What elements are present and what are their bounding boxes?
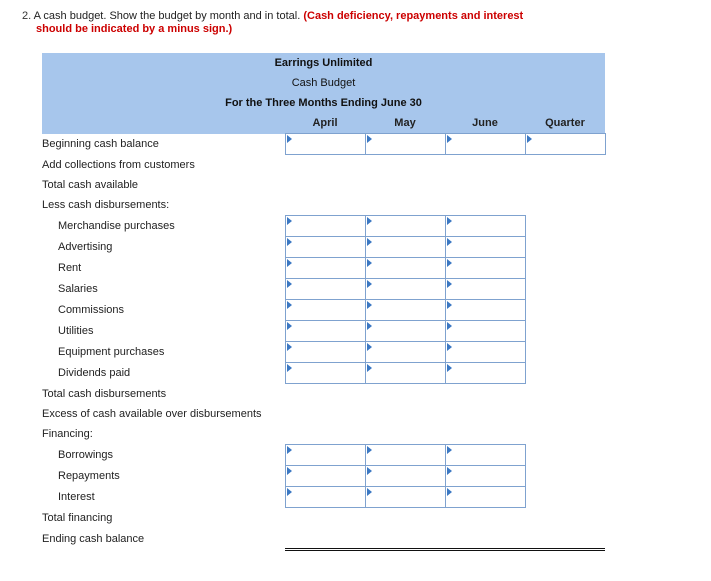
- blank-cell: [525, 445, 605, 466]
- blank-cell: [525, 321, 605, 342]
- row-label: Total cash available: [42, 175, 285, 195]
- input-marker-icon: [367, 238, 372, 246]
- row-label: Excess of cash available over disbursements: [42, 404, 285, 424]
- may-input-cell[interactable]: [365, 175, 445, 195]
- question-body: A cash budget. Show the budget by month and in total.: [33, 10, 301, 22]
- input-marker-icon: [447, 322, 452, 330]
- question-number: 2.: [22, 10, 32, 22]
- april-input-cell[interactable]: [285, 466, 365, 487]
- column-header-may: May: [365, 113, 445, 134]
- blank-cell: [525, 279, 605, 300]
- input-marker-icon: [367, 364, 372, 372]
- question-text: [22, 10, 692, 36]
- row-label: Less cash disbursements:: [42, 195, 285, 216]
- row-label: Interest: [42, 487, 285, 508]
- table-row: [42, 445, 605, 466]
- row-label: Borrowings: [42, 445, 285, 466]
- april-input-cell[interactable]: [285, 384, 365, 405]
- row-label: Rent: [42, 258, 285, 279]
- column-header-row: [42, 113, 605, 134]
- table-row: [42, 300, 605, 321]
- june-input-cell[interactable]: [445, 508, 525, 529]
- column-header-quarter: Quarter: [525, 113, 605, 134]
- quarter-input-cell[interactable]: [525, 404, 605, 424]
- april-input-cell[interactable]: [285, 134, 365, 155]
- may-input-cell[interactable]: [365, 404, 445, 424]
- table-row: [42, 528, 605, 550]
- may-input-cell[interactable]: [365, 279, 445, 300]
- quarter-input-cell[interactable]: [525, 528, 605, 550]
- column-header-june: June: [445, 113, 525, 134]
- blank-cell: [525, 300, 605, 321]
- input-marker-icon: [287, 446, 292, 454]
- june-input-cell[interactable]: [445, 363, 525, 384]
- june-input-cell[interactable]: [445, 404, 525, 424]
- april-input-cell[interactable]: [285, 237, 365, 258]
- blank-cell: [525, 342, 605, 363]
- input-marker-icon: [367, 217, 372, 225]
- may-input-cell[interactable]: [365, 508, 445, 529]
- input-marker-icon: [367, 259, 372, 267]
- row-label: Commissions: [42, 300, 285, 321]
- row-label: Dividends paid: [42, 363, 285, 384]
- table-row: [42, 321, 605, 342]
- input-marker-icon: [447, 467, 452, 475]
- question-note: (Cash deficiency, repayments and interest: [303, 10, 524, 22]
- blank-cell: [525, 363, 605, 384]
- june-input-cell[interactable]: [445, 487, 525, 508]
- blank-cell: [445, 424, 525, 445]
- table-row: [42, 155, 605, 176]
- blank-cell: [365, 195, 445, 216]
- may-input-cell[interactable]: [365, 487, 445, 508]
- table-row: [42, 404, 605, 424]
- april-input-cell[interactable]: [285, 528, 365, 550]
- table-row: [42, 342, 605, 363]
- table-row: [42, 195, 605, 216]
- june-input-cell[interactable]: [445, 279, 525, 300]
- blank-cell: [525, 466, 605, 487]
- april-input-cell[interactable]: [285, 258, 365, 279]
- june-input-cell[interactable]: [445, 445, 525, 466]
- quarter-input-cell[interactable]: [525, 134, 605, 155]
- april-input-cell[interactable]: [285, 508, 365, 529]
- row-label: Beginning cash balance: [42, 134, 285, 155]
- table-row: [42, 466, 605, 487]
- input-marker-icon: [367, 301, 372, 309]
- input-marker-icon: [287, 238, 292, 246]
- input-marker-icon: [367, 343, 372, 351]
- input-marker-icon: [447, 364, 452, 372]
- row-label: Add collections from customers: [42, 155, 285, 176]
- june-input-cell[interactable]: [445, 216, 525, 237]
- blank-cell: [285, 424, 365, 445]
- june-input-cell[interactable]: [445, 342, 525, 363]
- june-input-cell[interactable]: [445, 237, 525, 258]
- quarter-input-cell[interactable]: [525, 155, 605, 176]
- input-marker-icon: [447, 301, 452, 309]
- april-input-cell[interactable]: [285, 363, 365, 384]
- april-input-cell[interactable]: [285, 321, 365, 342]
- input-marker-icon: [287, 135, 292, 143]
- cash-budget-table: [42, 53, 606, 551]
- budget-period: For the Three Months Ending June 30: [42, 93, 605, 113]
- row-label: Financing:: [42, 424, 285, 445]
- company-name: Earrings Unlimited: [42, 53, 605, 73]
- may-input-cell[interactable]: [365, 237, 445, 258]
- blank-cell: [525, 258, 605, 279]
- input-marker-icon: [447, 488, 452, 496]
- question-note-line2: should be indicated by a minus sign.): [36, 23, 233, 35]
- row-label: Utilities: [42, 321, 285, 342]
- june-input-cell[interactable]: [445, 134, 525, 155]
- may-input-cell[interactable]: [365, 445, 445, 466]
- table-row: [42, 487, 605, 508]
- input-marker-icon: [367, 446, 372, 454]
- input-marker-icon: [447, 238, 452, 246]
- may-input-cell[interactable]: [365, 134, 445, 155]
- june-input-cell[interactable]: [445, 155, 525, 176]
- april-input-cell[interactable]: [285, 300, 365, 321]
- may-input-cell[interactable]: [365, 528, 445, 550]
- june-input-cell[interactable]: [445, 321, 525, 342]
- input-marker-icon: [447, 280, 452, 288]
- table-row: [42, 175, 605, 195]
- input-marker-icon: [447, 259, 452, 267]
- quarter-input-cell[interactable]: [525, 384, 605, 405]
- input-marker-icon: [367, 280, 372, 288]
- blank-cell: [525, 216, 605, 237]
- input-marker-icon: [287, 322, 292, 330]
- blank-cell: [525, 195, 605, 216]
- input-marker-icon: [447, 343, 452, 351]
- may-input-cell[interactable]: [365, 300, 445, 321]
- table-row: [42, 424, 605, 445]
- column-header-blank: [42, 113, 285, 134]
- april-input-cell[interactable]: [285, 175, 365, 195]
- input-marker-icon: [287, 343, 292, 351]
- may-input-cell[interactable]: [365, 321, 445, 342]
- may-input-cell[interactable]: [365, 342, 445, 363]
- row-label: Equipment purchases: [42, 342, 285, 363]
- column-header-april: April: [285, 113, 365, 134]
- june-input-cell[interactable]: [445, 300, 525, 321]
- table-row: [42, 258, 605, 279]
- input-marker-icon: [447, 135, 452, 143]
- may-input-cell[interactable]: [365, 258, 445, 279]
- table-row: [42, 363, 605, 384]
- row-label: Merchandise purchases: [42, 216, 285, 237]
- april-input-cell[interactable]: [285, 404, 365, 424]
- row-label: Total financing: [42, 508, 285, 529]
- blank-cell: [525, 237, 605, 258]
- input-marker-icon: [287, 488, 292, 496]
- input-marker-icon: [367, 135, 372, 143]
- june-input-cell[interactable]: [445, 258, 525, 279]
- table-row: [42, 216, 605, 237]
- june-input-cell[interactable]: [445, 175, 525, 195]
- blank-cell: [445, 195, 525, 216]
- june-input-cell[interactable]: [445, 384, 525, 405]
- april-input-cell[interactable]: [285, 342, 365, 363]
- april-input-cell[interactable]: [285, 487, 365, 508]
- blank-cell: [365, 424, 445, 445]
- april-input-cell[interactable]: [285, 155, 365, 176]
- row-label: Repayments: [42, 466, 285, 487]
- may-input-cell[interactable]: [365, 466, 445, 487]
- input-marker-icon: [287, 259, 292, 267]
- input-marker-icon: [527, 135, 532, 143]
- april-input-cell[interactable]: [285, 216, 365, 237]
- quarter-input-cell[interactable]: [525, 508, 605, 529]
- input-marker-icon: [287, 280, 292, 288]
- input-marker-icon: [447, 217, 452, 225]
- table-row: [42, 237, 605, 258]
- june-input-cell[interactable]: [445, 466, 525, 487]
- input-marker-icon: [287, 364, 292, 372]
- may-input-cell[interactable]: [365, 384, 445, 405]
- input-marker-icon: [287, 467, 292, 475]
- input-marker-icon: [287, 217, 292, 225]
- blank-cell: [525, 424, 605, 445]
- row-label: Salaries: [42, 279, 285, 300]
- input-marker-icon: [367, 322, 372, 330]
- april-input-cell[interactable]: [285, 279, 365, 300]
- may-input-cell[interactable]: [365, 363, 445, 384]
- row-label: Advertising: [42, 237, 285, 258]
- input-marker-icon: [447, 446, 452, 454]
- input-marker-icon: [367, 467, 372, 475]
- quarter-input-cell[interactable]: [525, 175, 605, 195]
- blank-cell: [285, 195, 365, 216]
- row-label: Total cash disbursements: [42, 384, 285, 405]
- row-label: Ending cash balance: [42, 528, 285, 550]
- input-marker-icon: [287, 301, 292, 309]
- budget-title: Cash Budget: [42, 73, 605, 93]
- table-row: [42, 279, 605, 300]
- table-row: [42, 384, 605, 405]
- blank-cell: [525, 487, 605, 508]
- june-input-cell[interactable]: [445, 528, 525, 550]
- table-row: [42, 134, 605, 155]
- may-input-cell[interactable]: [365, 155, 445, 176]
- april-input-cell[interactable]: [285, 445, 365, 466]
- input-marker-icon: [367, 488, 372, 496]
- table-row: [42, 508, 605, 529]
- may-input-cell[interactable]: [365, 216, 445, 237]
